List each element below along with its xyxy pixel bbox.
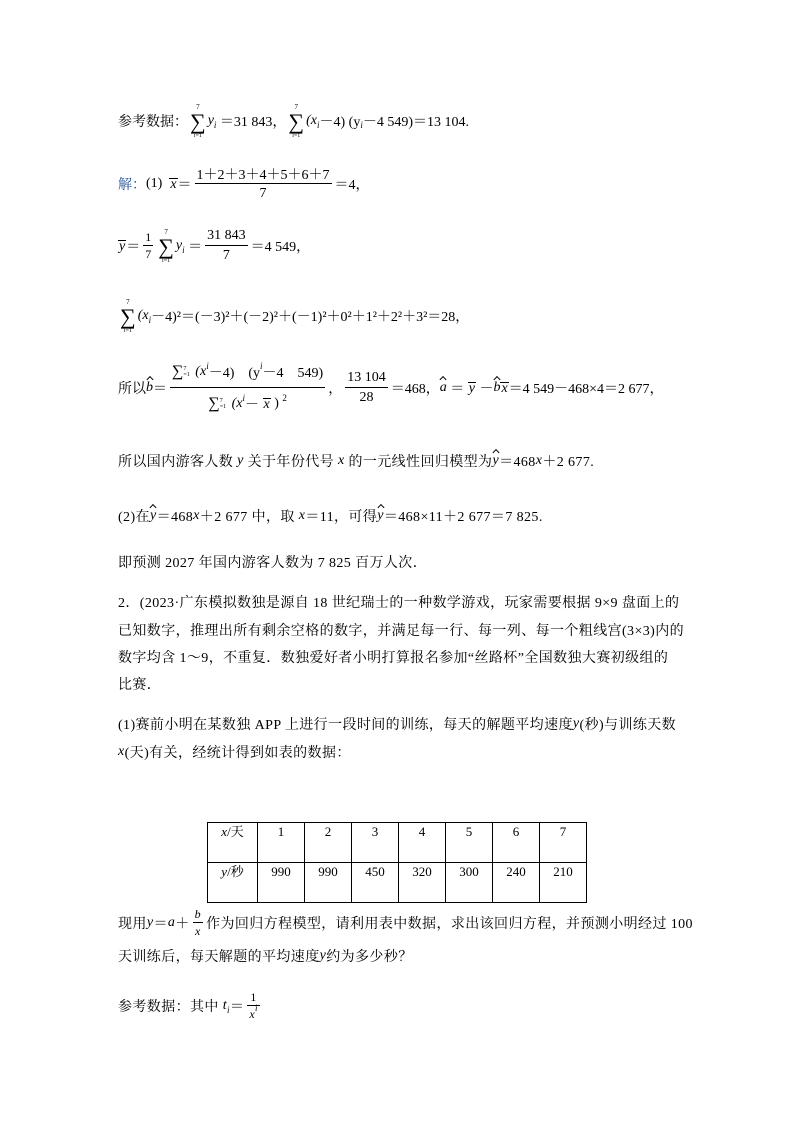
problem-2-line-4 xyxy=(118,664,161,704)
fraction-denominator xyxy=(205,246,248,266)
part1-text: (秒)与训练天数 xyxy=(579,718,677,733)
numerator-text: 31 843 xyxy=(207,227,246,243)
a-hat: a xyxy=(439,380,447,395)
variable-y: y xyxy=(221,864,228,879)
table-cell: 2 xyxy=(305,823,352,863)
fraction-denominator xyxy=(345,388,388,408)
variable-y: y xyxy=(175,238,183,253)
reference-data-line xyxy=(118,101,469,141)
fraction-numerator xyxy=(193,907,203,923)
plus-sign: ＋ xyxy=(175,917,190,932)
numerator-text: 13 104 xyxy=(347,369,386,385)
table-cell: 990 xyxy=(305,863,352,903)
numerator-text: 1 xyxy=(145,230,152,244)
minus-sign: － xyxy=(245,398,263,413)
variable-x: x xyxy=(118,744,125,759)
a-result: ＝4 549－468×4＝2 677， xyxy=(508,382,664,397)
superscript-i: i xyxy=(242,393,246,403)
summation-limits xyxy=(220,398,226,410)
subscript-i: i xyxy=(360,120,363,130)
table-header-cell-x xyxy=(208,823,258,863)
superscript-i: i xyxy=(255,1003,258,1013)
summation-lower-limit: i=1 xyxy=(193,132,202,139)
table-cell: 210 xyxy=(540,863,587,903)
problem-text: 已知数字，推理出所有剩余空格的数字，并满足每一行、每一列、每一个粗线宫(3×3)内的 xyxy=(118,624,685,639)
denominator-text: 7 xyxy=(259,186,267,201)
summation-upper-limit: 7 xyxy=(183,365,187,372)
variable-y: y xyxy=(572,716,580,731)
superscript-i: i xyxy=(260,360,263,371)
b-result: ＝468， xyxy=(390,382,440,397)
sigma-symbol: ∑ xyxy=(172,362,184,380)
fraction-numerator xyxy=(345,368,388,388)
fraction-ybar xyxy=(205,226,248,266)
model-text: 的一元线性回归模型为 xyxy=(344,455,493,470)
regression-model-line xyxy=(118,441,594,481)
summation-upper-limit: 7 xyxy=(196,102,200,111)
conclusion-text: 即预测 2027 年国内游客人数为 7 825 百万人次． xyxy=(118,556,428,571)
sigma-symbol: ∑ xyxy=(190,108,206,134)
question-text: 作为回归方程模型，请利用表中数据，求出该回归方程，并预测小明经过 100 xyxy=(206,917,693,932)
variable-x: x xyxy=(298,508,306,523)
part2-text: ＋2 677 中，取 xyxy=(199,510,299,525)
problem-text: 比赛． xyxy=(118,678,162,693)
reference-data-label: 参考数据： xyxy=(118,115,188,130)
coefficient-line xyxy=(118,360,664,413)
sigma-symbol: ∑ xyxy=(120,303,136,329)
variable-a: a xyxy=(167,915,176,930)
y-bar-mean: y xyxy=(468,380,475,396)
summation-lower-limit: i=1 xyxy=(292,132,301,139)
problem-text: 2．(2023·广东模拟数独是源自 18 世纪瑞士的一种数学游戏，玩家需要根据 9×9 盘面上的 xyxy=(118,596,680,611)
fraction-numerator xyxy=(143,230,153,246)
table-cell: 240 xyxy=(493,863,540,903)
model-text: 关于年份代号 xyxy=(243,455,338,470)
subscript-i: i xyxy=(317,120,320,130)
model-intercept: ＋2 677. xyxy=(542,455,595,470)
y-hat: y xyxy=(149,508,157,523)
summation-upper-limit: 7 xyxy=(294,102,299,111)
question-text: 约为多少秒？ xyxy=(326,950,413,965)
table-cell: 7 xyxy=(540,823,587,863)
equals-sign: ＝ xyxy=(126,240,141,255)
equals-sign: ＝ xyxy=(153,917,168,932)
summation-upper-limit: 7 xyxy=(219,398,223,404)
subscript-i: i xyxy=(182,245,185,255)
part2-text: ＝468 xyxy=(156,510,194,525)
term-mid: －4) (y xyxy=(319,115,361,130)
variable-b: b xyxy=(194,907,202,921)
equals-sign: ＝ xyxy=(153,382,167,397)
variable-x: x xyxy=(194,923,201,938)
summation-squares xyxy=(120,299,136,334)
subscript-i: i xyxy=(227,1005,230,1015)
part2-text: (2)在 xyxy=(118,510,150,525)
term-mid: －4) (y xyxy=(208,365,261,381)
question-text: 天训练后，每天解题的平均速度 xyxy=(118,950,320,965)
problem-2-line-3 xyxy=(118,637,668,677)
fraction-numerator xyxy=(170,356,325,388)
unit-day: /天 xyxy=(227,824,244,839)
equals-sign: ＝ xyxy=(184,240,203,255)
summation-upper-limit: 7 xyxy=(164,227,168,236)
summation-y xyxy=(190,104,206,139)
summation-limits xyxy=(183,366,189,378)
ybar-result: ＝4 549， xyxy=(250,240,311,255)
superscript-i: i xyxy=(206,360,209,371)
part1-text: (1)赛前小明在某数独 APP 上进行一段时间的训练，每天的解题平均速度 xyxy=(118,718,573,733)
variable-y: y xyxy=(237,453,244,468)
summation-upper-limit: 7 xyxy=(126,297,130,306)
table-cell: 3 xyxy=(352,823,399,863)
x-bar-mean: x xyxy=(263,396,270,412)
variable-x: x xyxy=(249,1006,256,1021)
equals-sign: ＝ xyxy=(446,382,468,397)
sum-of-squares-expansion: －4)²＝(－3)²＋(－2)²＋(－1)²＋0²＋1²＋2²＋3²＝28， xyxy=(151,310,470,325)
subscript-i: i xyxy=(148,315,152,325)
summation-lower-limit: =1 xyxy=(219,404,227,410)
sum-y-result: ＝31 843， xyxy=(216,115,287,130)
table-cell: 320 xyxy=(399,863,446,903)
part2-result: ＝468×11＋2 677＝7 825. xyxy=(383,510,543,525)
summation-lower-limit: i=1 xyxy=(123,327,132,334)
fraction-denominator xyxy=(195,184,332,204)
fraction-denominator xyxy=(143,246,153,262)
sum-of-squares-line xyxy=(118,296,469,336)
fraction-numerator xyxy=(247,990,260,1006)
equals-sign: ＝ xyxy=(229,1000,245,1015)
numerator-text: 1＋2＋3＋4＋5＋6＋7 xyxy=(196,167,330,183)
fraction-b-over-x xyxy=(193,907,203,939)
table-cell: 6 xyxy=(493,823,540,863)
minus-sign: － xyxy=(475,382,494,397)
table-row-y xyxy=(208,863,587,903)
so-prefix: 所以 xyxy=(118,382,146,397)
fraction-numerator xyxy=(195,164,332,184)
table-cell: 5 xyxy=(446,823,493,863)
table-cell: 4 xyxy=(399,823,446,863)
variable-x: x xyxy=(193,508,200,523)
term-close: ) xyxy=(270,396,283,411)
fraction-one-seventh xyxy=(143,230,153,262)
b-hat: b xyxy=(493,380,501,395)
solution-ybar-line xyxy=(118,226,310,266)
fraction-denominator xyxy=(170,388,325,420)
y-bar-mean: y xyxy=(119,238,126,254)
variable-x: x xyxy=(535,453,543,468)
denominator-text: 7 xyxy=(145,246,152,261)
sigma-symbol: ∑ xyxy=(158,233,174,259)
table-cell: 300 xyxy=(446,863,493,903)
part-label: (1) xyxy=(146,176,170,191)
equals-sign: ＝ xyxy=(177,178,192,193)
summation-lower-limit: =1 xyxy=(183,371,190,378)
separator-comma: ， xyxy=(328,382,343,397)
fraction-b-formula xyxy=(170,356,325,420)
summation-y xyxy=(158,229,174,264)
variable-x: x xyxy=(221,824,228,839)
numerator-text: 1 xyxy=(250,990,257,1004)
fraction-xbar xyxy=(195,164,332,204)
table-cell: 1 xyxy=(258,823,305,863)
table-cell: 990 xyxy=(258,863,305,903)
subscript-i: i xyxy=(213,120,217,130)
term-open-x: (x xyxy=(137,308,149,323)
variable-y: y xyxy=(207,113,214,128)
reference-data-line-2 xyxy=(118,986,263,1026)
superscript-2: 2 xyxy=(282,393,287,403)
fraction-numerator xyxy=(205,226,248,246)
y-hat: y xyxy=(377,508,384,523)
prediction-conclusion xyxy=(118,542,427,582)
part1-text: (天)有关，经统计得到如表的数据： xyxy=(124,746,351,761)
variable-t: t xyxy=(222,998,227,1013)
term-open-x: (x xyxy=(306,113,317,128)
model-question-line-2 xyxy=(118,936,413,976)
table-header-cell-y xyxy=(208,863,258,903)
fraction-b-value xyxy=(345,368,388,408)
sigma-symbol: ∑ xyxy=(208,395,220,412)
summation-lower-limit: i=1 xyxy=(162,257,171,264)
model-text: 所以国内游客人数 xyxy=(118,455,238,470)
sigma-symbol: ∑ xyxy=(288,108,305,134)
x-bar-mean: x xyxy=(501,380,508,396)
xbar-result: ＝4， xyxy=(334,178,370,193)
y-hat: y xyxy=(492,453,500,468)
solution-xbar-line xyxy=(118,164,370,204)
denominator-text: 28 xyxy=(359,390,374,405)
variable-x: x xyxy=(337,453,345,468)
solution-part2-line xyxy=(118,496,543,536)
reference-data-label: 参考数据：其中 xyxy=(118,1000,223,1015)
table-cell: 450 xyxy=(352,863,399,903)
sum-xy-result: －4 549)＝13 104. xyxy=(362,115,470,130)
summation-xy xyxy=(288,104,304,139)
term-open-x: (x xyxy=(191,363,207,379)
fraction-one-over-x xyxy=(247,990,260,1022)
term-open-x: (x xyxy=(228,396,243,411)
part2-text: ＝11，可得 xyxy=(305,510,378,525)
term-close: －4 549) xyxy=(262,365,324,381)
solution-label: 解： xyxy=(118,178,146,193)
data-table xyxy=(207,822,587,903)
variable-y: y xyxy=(146,915,154,930)
b-hat: b xyxy=(146,380,153,395)
unit-second: /秒 xyxy=(227,864,244,879)
variable-y: y xyxy=(319,948,327,963)
model-coefficient: ＝468 xyxy=(499,455,536,470)
table-row-x xyxy=(208,823,587,863)
part-1-line-2 xyxy=(118,732,351,772)
question-text: 现用 xyxy=(118,917,147,932)
x-bar-mean: x xyxy=(170,176,177,192)
denominator-text: 7 xyxy=(222,248,230,263)
fraction-denominator xyxy=(247,1003,260,1022)
problem-text: 数字均含 1～9，不重复．数独爱好者小明打算报名参加“丝路杯”全国数独大赛初级组的 xyxy=(118,651,669,666)
